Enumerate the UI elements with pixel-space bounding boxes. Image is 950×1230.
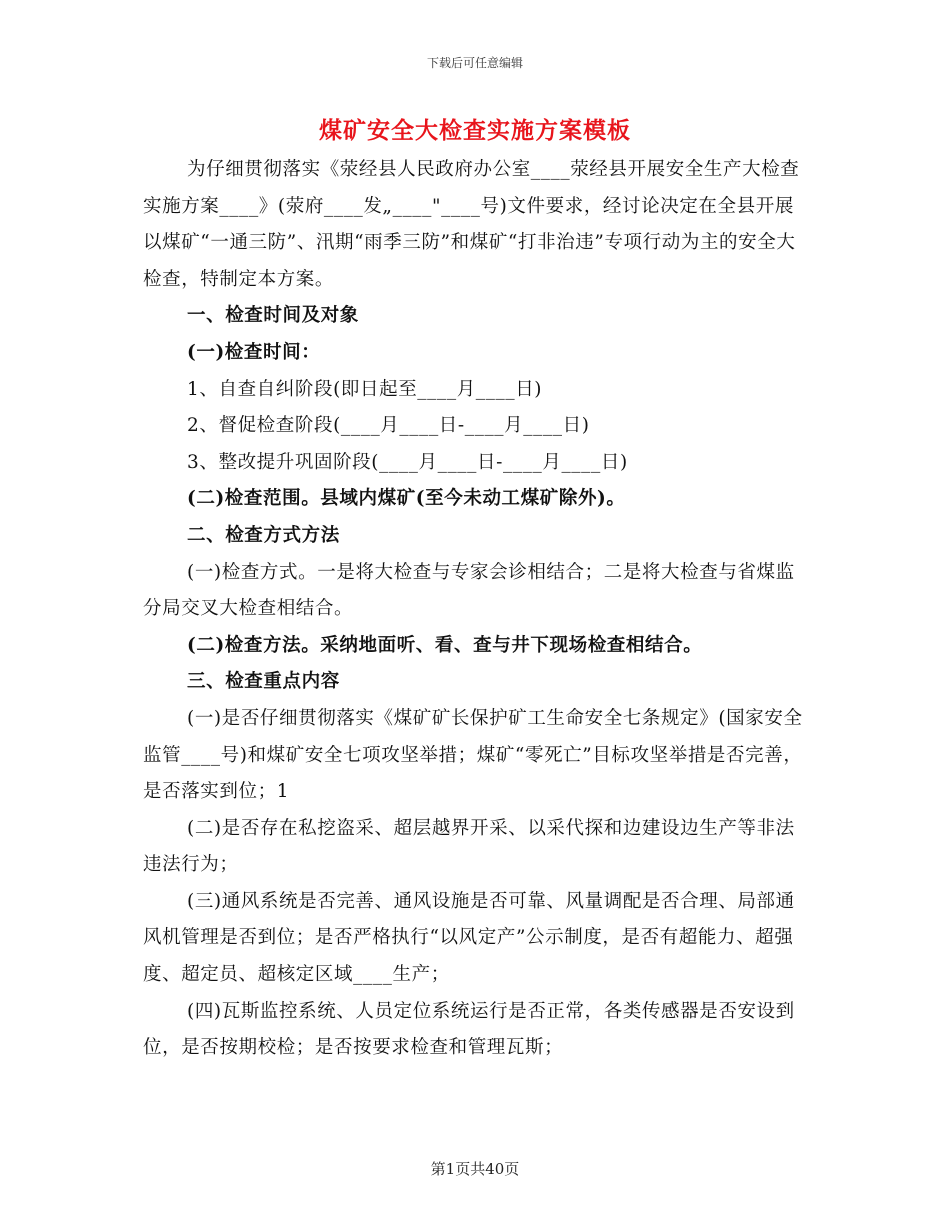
subsection-heading-time: (一)检查时间：: [187, 341, 321, 363]
document-title: 煤矿安全大检查实施方案模板: [319, 117, 631, 144]
paragraph-method-1: (一)检查方式。一是将大检查与专家会诊相结合；二是将大检查与省煤监分局交叉大检查相结合。: [143, 561, 795, 620]
section-heading-3: 三、检查重点内容: [187, 671, 340, 693]
subsection-heading-scope: (二)检查范围。县域内煤矿(至今未动工煤矿除外)。: [187, 488, 626, 510]
list-item-stage-2: 2、督促检查阶段(____月____日-____月____日): [187, 415, 590, 437]
paragraph-content-4: (四)瓦斯监控系统、人员定位系统运行是否正常，各类传感器是否安设到位，是否按期校检；是否按要求检查和管理瓦斯；: [143, 1000, 795, 1059]
paragraph-content-1: (一)是否仔细贯彻落实《煤矿矿长保护矿工生命安全七条规定》(国家安全监管____号)和煤矿安全七项攻坚举措；煤矿“零死亡”目标攻坚举措是否完善，是否落实到位；1: [143, 707, 803, 803]
paragraph-method-2: (二)检查方法。采纳地面听、看、查与井下现场检查相结合。: [187, 634, 703, 656]
document-body: [143, 152, 813, 1067]
list-item-stage-3: 3、整改提升巩固阶段(____月____日-____月____日): [187, 451, 628, 473]
list-item-stage-1: 1、自查自纠阶段(即日起至____月____日): [187, 378, 543, 400]
paragraph-intro: 为仔细贯彻落实《荥经县人民政府办公室____荥经县开展安全生产大检查实施方案____》(荥府____发„____"____号)文件要求，经讨论决定在全县开展以煤矿“一通三防”、汛期“雨季三防”和煤矿“打非治违”专项行动为主的安全大检查，特制定本方案。: [143, 159, 800, 290]
section-heading-2: 二、检查方式方法: [187, 524, 340, 546]
page-footer: 第1页共40页: [430, 1160, 520, 1178]
page-header: 下载后可任意编辑: [426, 56, 523, 70]
paragraph-content-2: (二)是否存在私挖盗采、超层越界开采、以采代探和边建设边生产等非法违法行为；: [143, 817, 795, 876]
paragraph-content-3: (三)通风系统是否完善、通风设施是否可靠、风量调配是否合理、局部通风机管理是否到位；是否严格执行“以风定产”公示制度，是否有超能力、超强度、超定员、超核定区域____生产；: [143, 890, 795, 986]
section-heading-1: 一、检查时间及对象: [187, 305, 359, 327]
